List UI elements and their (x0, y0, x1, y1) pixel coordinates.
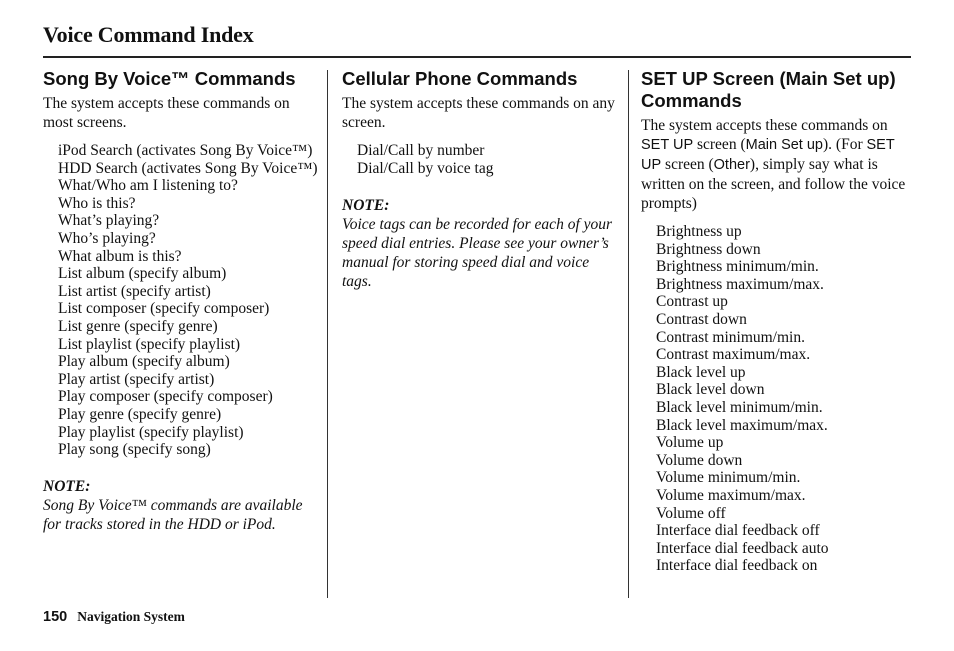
command-item: Play album (specify album) (58, 353, 230, 371)
song-by-voice-intro: The system accepts these commands on most screens. (43, 95, 290, 131)
command-item: List composer (specify composer) (58, 300, 270, 318)
command-item: Contrast maximum/max. (656, 346, 811, 364)
setup-intro-text: The system accepts these commands on (641, 117, 888, 134)
command-item: Dial/Call by voice tag (357, 159, 494, 177)
command-item: Black level up (656, 363, 746, 381)
command-item: Volume up (656, 434, 724, 452)
command-item: Contrast up (656, 293, 728, 311)
note-text: Voice tags can be recorded for each of your speed dial entries. Please see your owner’s manual for storing speed dial and voice tags. (342, 216, 613, 291)
cellular-section (342, 68, 618, 291)
command-item: Brightness down (656, 240, 761, 258)
note-label: NOTE: (342, 197, 390, 215)
command-item: Who is this? (58, 194, 136, 212)
command-item: Volume maximum/max. (656, 486, 806, 504)
command-item: List playlist (specify playlist) (58, 335, 241, 353)
command-item: What/Who am I listening to? (58, 177, 238, 195)
command-item: HDD Search (activates Song By Voice™) (58, 159, 318, 177)
command-item: Who’s playing? (58, 229, 156, 247)
command-item: List album (specify album) (58, 265, 227, 283)
title-rule (43, 56, 911, 58)
song-by-voice-section (43, 68, 319, 534)
command-item: Play song (specify song) (58, 441, 211, 459)
command-item: Brightness maximum/max. (656, 275, 824, 293)
command-item: Volume minimum/min. (656, 469, 801, 487)
section-name: Navigation System (77, 609, 185, 624)
cellular-heading: Cellular Phone Commands (342, 68, 578, 89)
command-item: Volume down (656, 451, 743, 469)
song-by-voice-command-list (43, 142, 319, 459)
command-item: Brightness up (656, 223, 742, 240)
setup-intro-text: screen ( (693, 136, 746, 153)
song-by-voice-heading: Song By Voice™ Commands (43, 68, 296, 89)
command-item: Interface dial feedback off (656, 522, 820, 540)
note-text: Song By Voice™ commands are available for tracks stored in the HDD or iPod. (43, 496, 303, 533)
command-item: Contrast down (656, 310, 747, 328)
command-item: Play playlist (specify playlist) (58, 423, 244, 441)
column-divider-1 (327, 70, 328, 598)
command-item: Interface dial feedback on (656, 557, 818, 575)
command-item: What’s playing? (58, 212, 160, 230)
setup-section (641, 68, 913, 575)
page-number: 150 (43, 609, 68, 625)
command-item: Dial/Call by number (357, 142, 485, 159)
note-label: NOTE: (43, 477, 91, 495)
setup-screen-label: SET UP (641, 137, 895, 173)
command-item: List artist (specify artist) (58, 282, 211, 300)
setup-heading: SET UP Screen (Main Set up) Commands (641, 68, 896, 111)
command-item: Play genre (specify genre) (58, 405, 222, 423)
page-title: Voice Command Index (43, 22, 254, 47)
command-item: Play artist (specify artist) (58, 370, 215, 388)
setup-intro-text: ), simply say what is written on the screen, and follow the voice prompts) (641, 156, 906, 212)
command-item: Brightness minimum/min. (656, 258, 819, 276)
command-item: List genre (specify genre) (58, 317, 218, 335)
cellular-intro: The system accepts these commands on any screen. (342, 95, 615, 131)
cellular-command-list (342, 142, 618, 177)
command-item: Black level minimum/min. (656, 398, 823, 416)
setup-intro-text: screen ( (661, 156, 714, 173)
other-label: Other (713, 157, 750, 173)
page-footer (43, 609, 185, 626)
command-item: Volume off (656, 504, 726, 522)
main-set-up-label: Main Set up (745, 137, 823, 153)
setup-intro-text: ). (For (823, 136, 867, 153)
command-item: Black level down (656, 381, 765, 399)
command-item: What album is this? (58, 247, 182, 265)
command-item: Contrast minimum/min. (656, 328, 805, 346)
setup-screen-label: SET UP (641, 137, 694, 153)
command-item: Black level maximum/max. (656, 416, 828, 434)
command-item: iPod Search (activates Song By Voice™) (58, 142, 313, 159)
command-item: Play composer (specify composer) (58, 388, 273, 406)
column-divider-2 (628, 70, 629, 598)
command-item: Interface dial feedback auto (656, 539, 829, 557)
setup-command-list (641, 223, 913, 575)
setup-intro (641, 116, 913, 213)
